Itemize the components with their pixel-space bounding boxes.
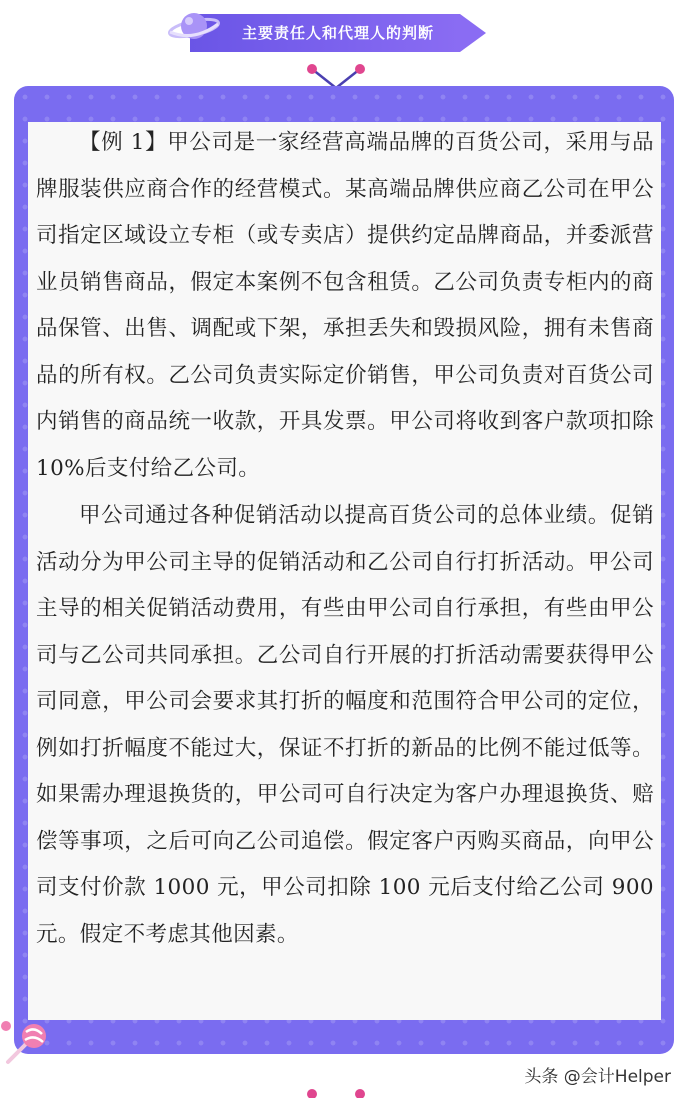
- bottom-connector-icon: [300, 1086, 372, 1098]
- watermark: 头条 @会计Helper: [524, 1067, 671, 1087]
- case-paragraph-2: 甲公司通过各种促销活动以提高百货公司的总体业绩。促销活动分为甲公司主导的促销活动和乙公司自行打折活动。甲公司主导的相关促销活动费用，有些由甲公司自行承担，有些由甲公司与乙公司共同承担。乙公司自行开展的打折活动需要获得甲公司同意，甲公司会要求其打折的幅度和范围符合甲公司的定位，例如打折幅度不能过大，保证不打折的新品的比例不能过低等。如果需办理退换货的，甲公司可自行决定为客户办理退换货、赔偿等事项，之后可向乙公司追偿。假定客户丙购买商品，向甲公司支付价款 1000 元，甲公司扣除 100 元后支付给乙公司 900 元。假定不考虑其他因素。: [36, 503, 654, 947]
- page-title: 主要责任人和代理人的判断: [241, 24, 434, 42]
- case-paragraph-1: 【例 1】甲公司是一家经营高端品牌的百货公司，采用与品牌服装供应商合作的经营模式。某高端品牌供应商乙公司在甲公司指定区域设立专柜（或专卖店）提供约定品牌商品，并委派营业员销售商品，假定本案例不包含租赁。乙公司负责专柜内的商品保管、出售、调配或下架，承担丢失和毁损风险，拥有未售商品的所有权。乙公司负责实际定价销售，甲公司负责对百货公司内销售的商品统一收款，开具发票。甲公司将收到客户款项扣除 10%后支付给乙公司。: [36, 130, 654, 481]
- candy-icon: [0, 1012, 52, 1068]
